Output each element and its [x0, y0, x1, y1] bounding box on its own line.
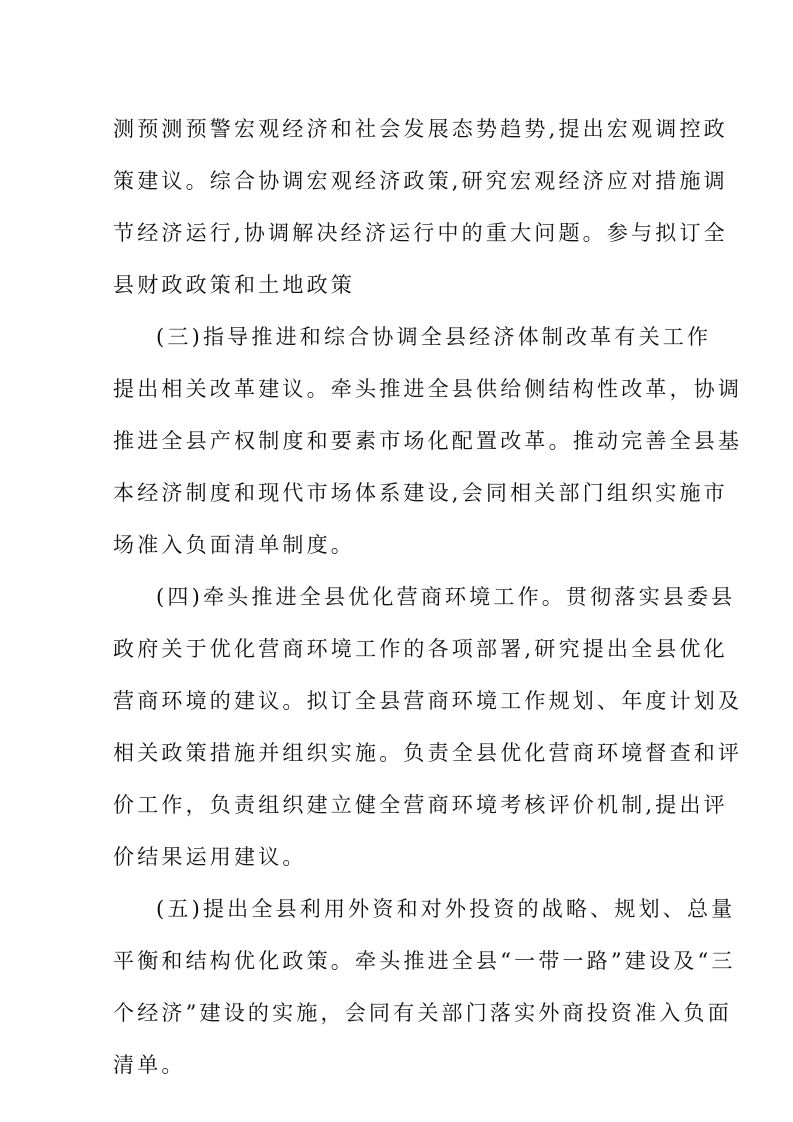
paragraph-2-line-5: 场准入负面清单制度。 [113, 533, 355, 557]
paragraph-2-line-4: 本经济制度和现代市场体系建设,会同相关部门组织实施市 [113, 481, 728, 505]
paragraph-4-line-2: 平衡和结构优化政策。牵头推进全县“一带一路”建设及“三 [113, 949, 736, 973]
paragraph-2-line-1: (三)指导推进和综合协调全县经济体制改革有关工作 [156, 325, 712, 349]
paragraph-3-line-2: 政府关于优化营商环境工作的各项部署,研究提出全县优化 [113, 637, 728, 661]
paragraph-1-line-3: 节经济运行,协调解决经济运行中的重大问题。参与拟订全 [113, 221, 728, 245]
paragraph-3-line-5: 价工作，负责组织建立健全营商环境考核评价机制,提出评 [113, 793, 728, 817]
paragraph-3-line-4: 相关政策措施并组织实施。负责全县优化营商环境督查和评 [113, 741, 743, 765]
paragraph-4-line-4: 清单。 [113, 1053, 186, 1077]
paragraph-4-line-3: 个经济”建设的实施，会同有关部门落实外商投资准入负面 [113, 1001, 732, 1025]
paragraph-3-line-6: 价结果运用建议。 [113, 845, 307, 869]
paragraph-1-line-4: 县财政政策和土地政策 [113, 273, 355, 297]
paragraph-1-line-1: 测预测预警宏观经济和社会发展态势趋势,提出宏观调控政 [113, 117, 728, 141]
paragraph-1-line-2: 策建议。综合协调宏观经济政策,研究宏观经济应对措施调 [113, 169, 728, 193]
paragraph-2-line-3: 推进全县产权制度和要素市场化配置改革。推动完善全县基 [113, 429, 743, 453]
paragraph-2-line-2: 提出相关改革建议。牵头推进全县供给侧结构性改革，协调 [113, 377, 743, 401]
paragraph-3-line-3: 营商环境的建议。拟订全县营商环境工作规划、年度计划及 [113, 689, 743, 713]
paragraph-3-line-1: (四)牵头推进全县优化营商环境工作。贯彻落实县委县 [156, 585, 736, 609]
paragraph-4-line-1: (五)提出全县利用外资和对外投资的战略、规划、总量 [156, 897, 736, 921]
